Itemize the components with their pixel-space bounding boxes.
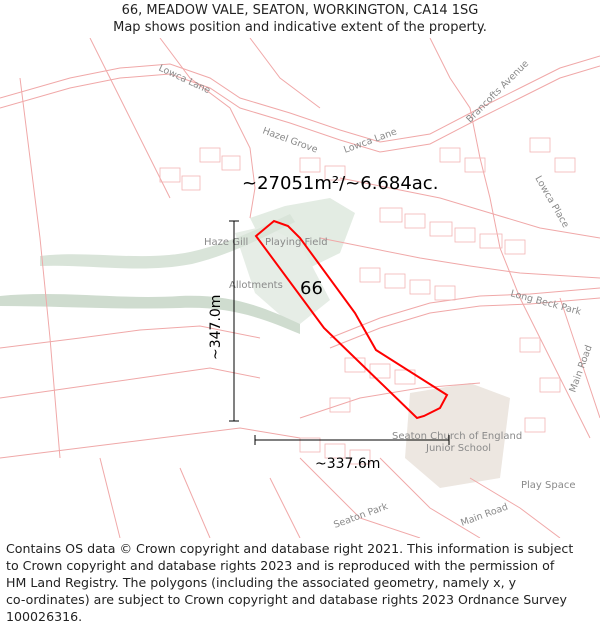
label-lowca-place: Lowca Place bbox=[532, 174, 571, 230]
label-lowca-lane-east: Lowca Lane bbox=[342, 126, 399, 156]
label-lowca-lane-west: Lowca Lane bbox=[156, 62, 212, 97]
footer-line-2: to Crown copyright and database rights 2023 and is reproduced with the permission of bbox=[6, 558, 555, 573]
footer-line-3: HM Land Registry. The polygons (including the associated geometry, namely x, y bbox=[6, 575, 517, 590]
label-brancofts-avenue: Brancofts Avenue bbox=[464, 58, 532, 126]
label-hazel-grove: Hazel Grove bbox=[260, 125, 320, 156]
label-play-space: Play Space bbox=[521, 480, 576, 491]
copyright-footer bbox=[6, 540, 596, 625]
property-number-label: 66 bbox=[300, 278, 323, 299]
width-measure-label: ~337.6m bbox=[315, 456, 381, 472]
map-subtitle: Map shows position and indicative extent of the property. bbox=[113, 20, 487, 35]
map-header bbox=[0, 0, 600, 38]
height-measure-label: ~347.0m bbox=[208, 294, 224, 360]
property-address-title: 66, MEADOW VALE, SEATON, WORKINGTON, CA14 1SG bbox=[121, 3, 479, 18]
label-main-road-south: Main Road bbox=[459, 501, 510, 529]
label-church-school-2: Junior School bbox=[426, 443, 492, 454]
footer-line-1: Contains OS data © Crown copyright and database right 2021. This information is subject bbox=[6, 541, 574, 556]
label-seaton-park: Seaton Park bbox=[332, 501, 390, 531]
label-playing-field: Playing Field bbox=[265, 237, 328, 248]
footer-line-5: 100026316. bbox=[6, 609, 83, 624]
label-main-road-east: Main Road bbox=[567, 343, 595, 395]
footer-line-4: co-ordinates) are subject to Crown copyright and database rights 2023 Ordnance Survey bbox=[6, 592, 567, 607]
label-haze-gill: Haze Gill bbox=[204, 237, 249, 248]
label-allotments: Allotments bbox=[229, 280, 283, 291]
property-map[interactable] bbox=[0, 38, 600, 538]
label-long-beck-park: Long Beck Park bbox=[509, 288, 583, 318]
label-church-school-1: Seaton Church of England bbox=[392, 431, 523, 442]
area-label: ~27051m²/~6.684ac. bbox=[242, 173, 439, 194]
